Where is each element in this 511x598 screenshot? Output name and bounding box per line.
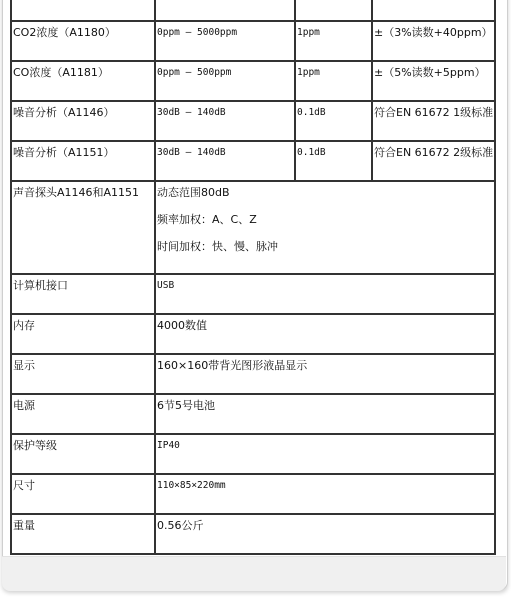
- spec-value-cell: 4000数值: [155, 314, 495, 354]
- spec-value-cell: 160×160带背光图形液晶显示: [155, 354, 495, 394]
- param-cell: CO2浓度（A1180）: [11, 21, 155, 61]
- param-cell: [11, 0, 155, 21]
- accuracy-cell: 符合EN 61672 2级标准: [372, 141, 495, 181]
- spec-label-cell: 尺寸: [11, 474, 155, 514]
- resolution-cell: 0.1dB: [295, 141, 372, 181]
- range-cell: 30dB — 140dB: [155, 141, 295, 181]
- table-row: [11, 514, 495, 554]
- range-cell: [155, 0, 295, 21]
- param-cell: 噪音分析（A1146）: [11, 101, 155, 141]
- table-row: [11, 314, 495, 354]
- table-row: [11, 394, 495, 434]
- spec-label-cell: 保护等级: [11, 434, 155, 474]
- table-row: [11, 434, 495, 474]
- spec-label-cell: 计算机接口: [11, 274, 155, 314]
- spec-value-cell: USB: [155, 274, 495, 314]
- probe-dynamic-range: 动态范围80dB: [157, 186, 230, 199]
- table-row: [11, 0, 495, 21]
- range-cell: 0ppm — 5000ppm: [155, 21, 295, 61]
- range-cell: 0ppm — 500ppm: [155, 61, 295, 101]
- probe-frequency-weighting: 频率加权：A、C、Z: [157, 213, 257, 226]
- probe-details-cell: [155, 181, 495, 274]
- table-row: [11, 274, 495, 314]
- range-cell: 30dB — 140dB: [155, 101, 295, 141]
- spec-label-cell: 重量: [11, 514, 155, 554]
- table-row: [11, 141, 495, 181]
- spec-value-cell: 0.56公斤: [155, 514, 495, 554]
- accuracy-cell: [372, 0, 495, 21]
- table-row: [11, 61, 495, 101]
- spec-label-cell: 显示: [11, 354, 155, 394]
- panel-footer: [2, 556, 506, 591]
- table-row: [11, 101, 495, 141]
- accuracy-cell: ±（3%读数+40ppm）: [372, 21, 495, 61]
- param-cell: 噪音分析（A1151）: [11, 141, 155, 181]
- table-row: [11, 21, 495, 61]
- table-row: [11, 474, 495, 514]
- accuracy-cell: ±（5%读数+5ppm）: [372, 61, 495, 101]
- spec-value-cell: IP40: [155, 434, 495, 474]
- probe-time-weighting: 时间加权：快、慢、脉冲: [157, 240, 278, 253]
- resolution-cell: [295, 0, 372, 21]
- probe-label-cell: 声音探头A1146和A1151: [11, 181, 155, 274]
- param-cell: CO浓度（A1181）: [11, 61, 155, 101]
- spec-label-cell: 内存: [11, 314, 155, 354]
- spec-label-cell: 电源: [11, 394, 155, 434]
- table-row: [11, 354, 495, 394]
- accuracy-cell: 符合EN 61672 1级标准: [372, 101, 495, 141]
- spec-value-cell: 6节5号电池: [155, 394, 495, 434]
- resolution-cell: 0.1dB: [295, 101, 372, 141]
- spec-value-cell: 110×85×220mm: [155, 474, 495, 514]
- resolution-cell: 1ppm: [295, 21, 372, 61]
- resolution-cell: 1ppm: [295, 61, 372, 101]
- spec-table: [10, 0, 496, 555]
- table-row: [11, 181, 495, 274]
